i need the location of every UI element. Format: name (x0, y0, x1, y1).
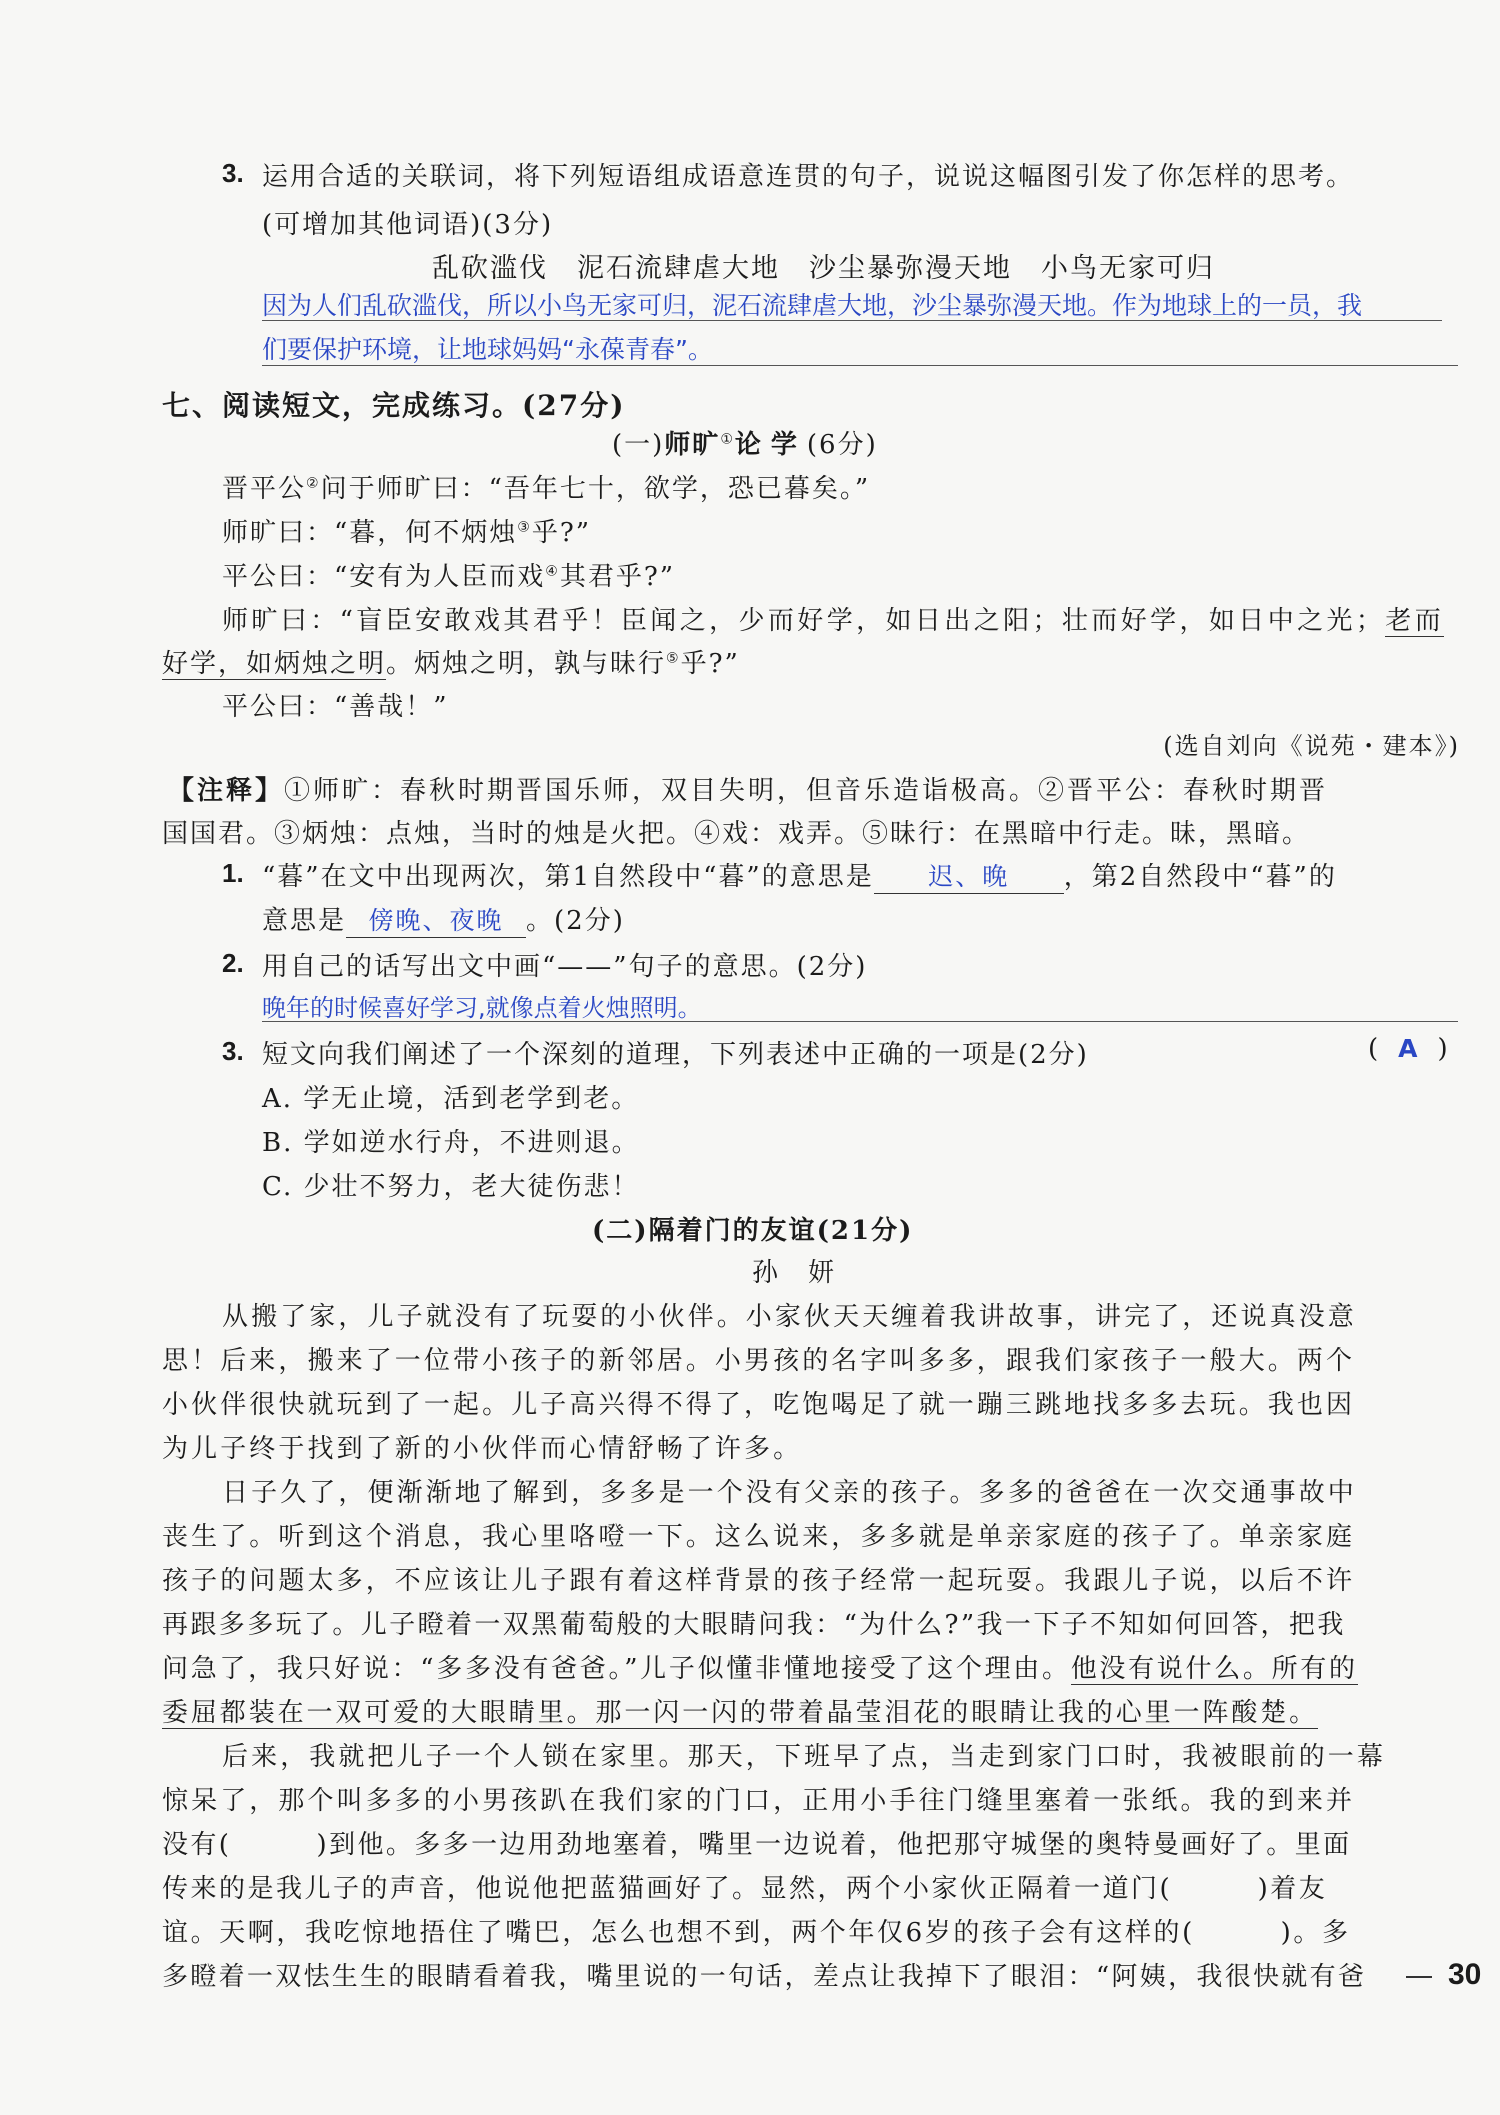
passage-line: 丧生了。听到这个消息，我心里咯噔一下。这么说来，多多就是单亲家庭的孩子了。单亲家庭 (162, 1522, 1356, 1552)
answer-line-1: 因为人们乱砍滥伐，所以小鸟无家可归，泥石流肆虐大地，沙尘暴弥漫天地。作为地球上的一员，我 (262, 291, 1363, 320)
passage-line: 师旷曰：“暮，何不炳烛③乎?” (222, 518, 592, 548)
question-number: 3. (222, 158, 244, 188)
passage-line: 晋平公②问于师旷曰：“吾年七十，欲学，恐已暮矣。” (222, 474, 871, 504)
phrase-list: 乱砍滥伐 泥石流肆虐大地 沙尘暴弥漫天地 小鸟无家可归 (432, 253, 1215, 284)
passage-line: 师旷曰：“盲臣安敢戏其君乎！臣闻之，少而好学，如日出之阳；壮而好学，如日中之光；老而 (222, 606, 1445, 636)
page-number: 30 (1448, 1958, 1482, 1991)
passage-line: 日子久了，便渐渐地了解到，多多是一个没有父亲的孩子。多多的爸爸在一次交通事故中 (222, 1478, 1357, 1508)
option-a: A. 学无止境，活到老学到老。 (262, 1084, 640, 1114)
passage-line: 再跟多多玩了。儿子瞪着一双黑葡萄般的大眼睛问我：“为什么?”我一下子不知如何回答，把我 (162, 1610, 1346, 1640)
annotation-line-2: 国国君。③炳烛：点烛，当时的烛是火把。④戏：戏弄。⑤昧行：在黑暗中行走。昧，黑暗。 (162, 819, 1311, 849)
passage-line: 小伙伴很快就玩到了一起。儿子高兴得不得了，吃饱喝足了就一蹦三跳地找多多去玩。我也因 (162, 1390, 1356, 1420)
question-text: 运用合适的关联词，将下列短语组成语意连贯的句子，说说这幅图引发了你怎样的思考。 (262, 162, 1355, 192)
annotation-line-1: 【注释】①师旷：春秋时期晋国乐师，双目失明，但音乐造诣极高。②晋平公：春秋时期晋 (168, 776, 1329, 806)
answer-blank: 傍晚、夜晚 (346, 901, 526, 938)
page-dash (1406, 1976, 1432, 1978)
question-text-2: (可增加其他词语)(3分) (262, 210, 554, 240)
passage-line: 惊呆了，那个叫多多的小男孩趴在我们家的门口，正用小手往门缝里塞着一张纸。我的到来并 (162, 1786, 1356, 1816)
passage-line: 后来，我就把儿子一个人锁在家里。那天，下班早了点，当走到家门口时，我被眼前的一幕 (222, 1742, 1387, 1772)
answer-bracket: ( A ) (1368, 1034, 1450, 1064)
passage-title: (二)隔着门的友谊(21分) (592, 1216, 914, 1246)
passage-line: 为儿子终于找到了新的小伙伴而心情舒畅了许多。 (162, 1434, 803, 1464)
author: 孙 妍 (752, 1258, 837, 1288)
answer-line: 晚年的时候喜好学习,就像点着火烛照明。 (262, 994, 702, 1022)
passage-line: 平公曰：“善哉！” (222, 692, 449, 722)
passage-title: (一)师旷①论学(6分) (612, 430, 878, 460)
source-citation: (选自刘向《说苑・建本》) (1163, 732, 1460, 760)
passage-line: 孩子的问题太多，不应该让儿子跟有着这样背景的孩子经常一起玩耍。我跟儿子说，以后不许 (162, 1566, 1356, 1596)
passage-line: 没有( )到他。多多一边用劲地塞着，嘴里一边说着，他把那守城堡的奥特曼画好了。里面 (162, 1830, 1352, 1860)
answer-line-2: 们要保护环境，让地球妈妈“永葆青春”。 (262, 335, 713, 364)
passage-line: 好学，如炳烛之明。炳烛之明，孰与昧行⑤乎?” (162, 649, 740, 679)
question-number: 1. (222, 858, 244, 888)
passage-line: 传来的是我儿子的声音，他说他把蓝猫画好了。显然，两个小家伙正隔着一道门( )着友 (162, 1874, 1328, 1904)
question-number: 3. (222, 1036, 244, 1066)
option-b: B. 学如逆水行舟，不进则退。 (262, 1128, 640, 1158)
passage-line: 谊。天啊，我吃惊地捂住了嘴巴，怎么也想不到，两个年仅6岁的孩子会有这样的( )。多 (162, 1918, 1351, 1948)
answer-blank: 迟、晚 (874, 857, 1064, 894)
option-c: C. 少壮不努力，老大徒伤悲！ (262, 1172, 640, 1202)
passage-line: 从搬了家，儿子就没有了玩耍的小伙伴。小家伙天天缠着我讲故事，讲完了，还说真没意 (222, 1302, 1357, 1332)
passage-line: 思！后来，搬来了一位带小孩子的新邻居。小男孩的名字叫多多，跟我们家孩子一般大。两个 (162, 1346, 1356, 1376)
section-heading: 七、阅读短文，完成练习。(27分) (162, 389, 626, 422)
question-text: 用自己的话写出文中画“——”句子的意思。(2分) (262, 952, 868, 982)
question-text: 意思是 傍晚、夜晚 。(2分) (262, 900, 625, 938)
passage-line: 委屈都装在一双可爱的大眼睛里。那一闪一闪的带着晶莹泪花的眼睛让我的心里一阵酸楚。 (162, 1698, 1319, 1728)
question-text: “暮”在文中出现两次，第1自然段中“暮”的意思是 迟、晚 ，第2自然段中“暮”的 (262, 856, 1337, 894)
passage-line: 问急了，我只好说：“多多没有爸爸。”儿子似懂非懂地接受了这个理由。他没有说什么。所有的 (162, 1654, 1358, 1684)
question-number: 2. (222, 948, 244, 978)
passage-line: 平公曰：“安有为人臣而戏④其君乎?” (222, 562, 676, 592)
question-text: 短文向我们阐述了一个深刻的道理，下列表述中正确的一项是(2分) (262, 1040, 1089, 1070)
passage-line: 多瞪着一双怯生生的眼睛看着我，嘴里说的一句话，差点让我掉下了眼泪：“阿姨，我很快就有爸 (162, 1962, 1367, 1992)
